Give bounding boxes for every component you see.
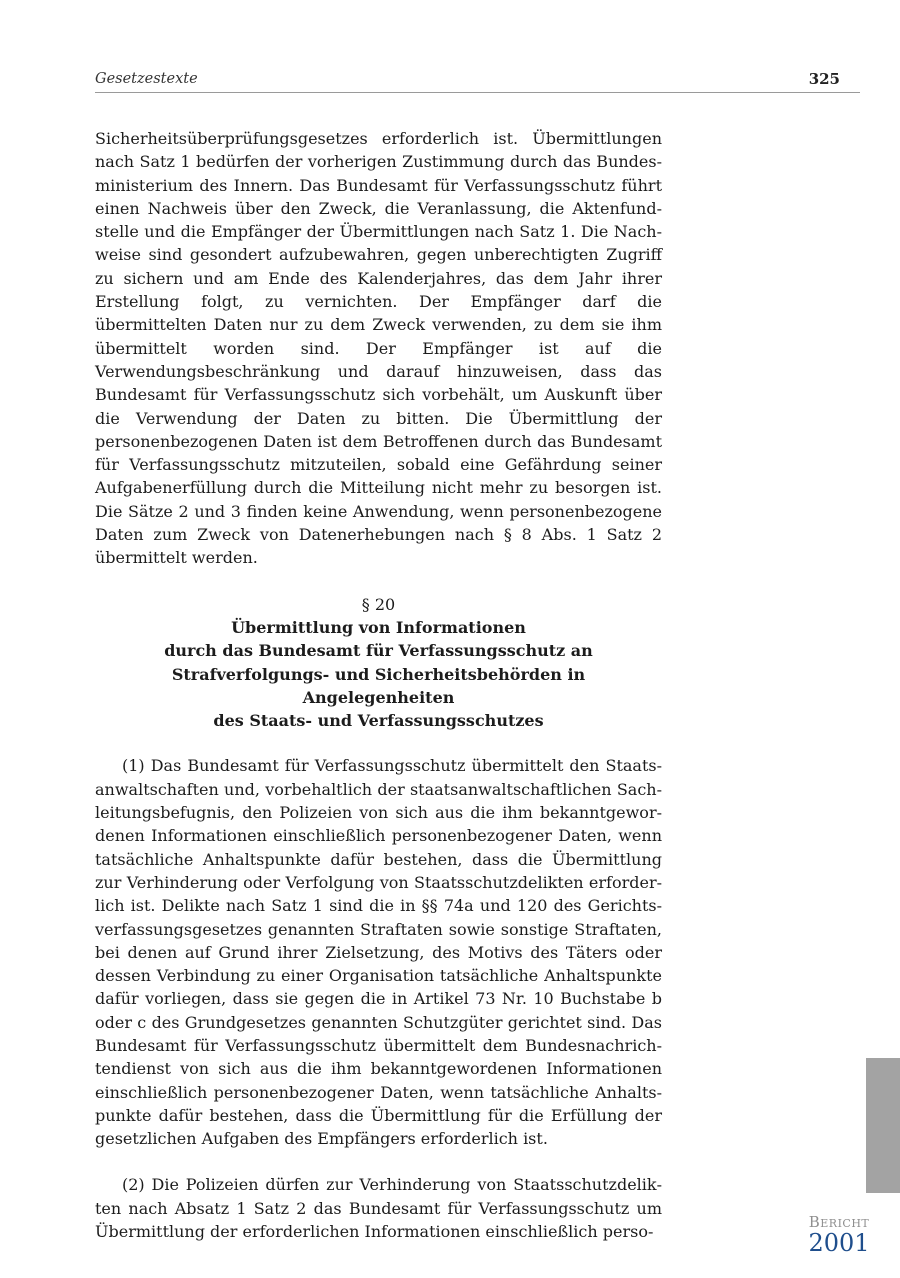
section-title-line-1: Übermittlung von Informationen xyxy=(231,617,526,637)
continuation-paragraph: Sicherheitsüberprüfungsgesetzes erforderlich ist. Übermittlungen nach Satz 1 bedürfen der vorherigen Zustimmung durch das Bundesministerium des Innern. Das Bundesamt für Verfassungsschutz führt einen Nachweis über den Zweck, die Veranlassung, die Aktenfundstelle und die Empfänger der Übermittlungen nach Satz 1. Die Nachweise sind gesondert aufzubewahren, gegen unberechtigten Zugriff zu sichern und am Ende des Kalenderjahres, das dem Jahr ihrer Erstellung folgt, zu vernichten. Der Empfänger darf die übermittelten Daten nur zu dem Zweck verwenden, zu dem sie ihm übermittelt worden sind. Der Empfänger ist auf die Verwendungsbeschränkung und darauf hinzuweisen, dass das Bundesamt für Verfassungsschutz sich vorbehält, um Auskunft über die Verwendung der Daten zu bitten. Die Übermittlung der personenbezogenen Daten ist dem Betroffenen durch das Bundesamt für Verfassungsschutz mitzuteilen, sobald eine Gefährdung seiner Aufgabenerfüllung durch die Mitteilung nicht mehr zu besorgen ist. Die Sätze 2 und 3 finden keine Anwendung, wenn personenbezogene Daten zum Zweck von Datenerhebungen nach § 8 Abs. 1 Satz 2 übermittelt werden. xyxy=(95,129,662,568)
bericht-logo xyxy=(803,1214,875,1255)
page-body xyxy=(95,127,662,1243)
section-heading xyxy=(95,593,662,733)
logo-word: Bericht xyxy=(808,1213,870,1231)
logo-year: 2001 xyxy=(808,1229,870,1257)
paragraph-1: (1) Das Bundesamt für Verfassungsschutz übermittelt den Staatsanwaltschaften und, vorbehaltlich der staatsanwaltschaftlichen Sachleitungsbefugnis, den Polizeien von sich aus die ihm bekanntgewordenen Informationen einschließlich personenbezogener Daten, wenn tatsächliche Anhaltspunkte dafür bestehen, dass die Übermittlung zur Verhinderung oder Verfolgung von Staatsschutzdelikten erforderlich ist. Delikte nach Satz 1 sind die in §§ 74a und 120 des Gerichtsverfassungsgesetzes genannten Straftaten sowie sonstige Straftaten, bei denen auf Grund ihrer Zielsetzung, des Motivs des Täters oder dessen Verbindung zu einer Organisation tatsächliche Anhaltspunkte dafür vorliegen, dass sie gegen die in Artikel 73 Nr. 10 Buchstabe b oder c des Grundgesetzes genannten Schutzgüter gerichtet sind. Das Bundesamt für Verfassungsschutz übermittelt dem Bundesnachrichtendienst von sich aus die ihm bekanntgewordenen Informationen einschließlich personenbezogener Daten, wenn tatsächliche Anhaltspunkte dafür bestehen, dass die Übermittlung für die Erfüllung der gesetzlichen Aufgaben des Empfängers erforderlich ist. xyxy=(95,756,662,1149)
section-number: § 20 xyxy=(361,594,396,614)
paragraph-2: (2) Die Polizeien dürfen zur Verhinderung von Staatsschutzdelikten nach Absatz 1 Satz 2 das Bundesamt für Verfassungsschutz um Übermittlung der erforderlichen Informationen einschließlich perso- xyxy=(95,1175,662,1242)
section-title-line-3: Strafverfolgungs- und Sicherheitsbehörden in Angelegenheiten xyxy=(171,664,586,707)
page-number: 325 xyxy=(808,70,840,88)
section-title-line-4: des Staats- und Verfassungsschutzes xyxy=(213,711,544,731)
section-title-line-2: durch das Bundesamt für Verfassungsschutz an xyxy=(164,641,593,661)
running-head: Gesetzestexte xyxy=(95,71,198,87)
page-header xyxy=(95,70,860,93)
chapter-thumb-tab xyxy=(866,1058,900,1193)
